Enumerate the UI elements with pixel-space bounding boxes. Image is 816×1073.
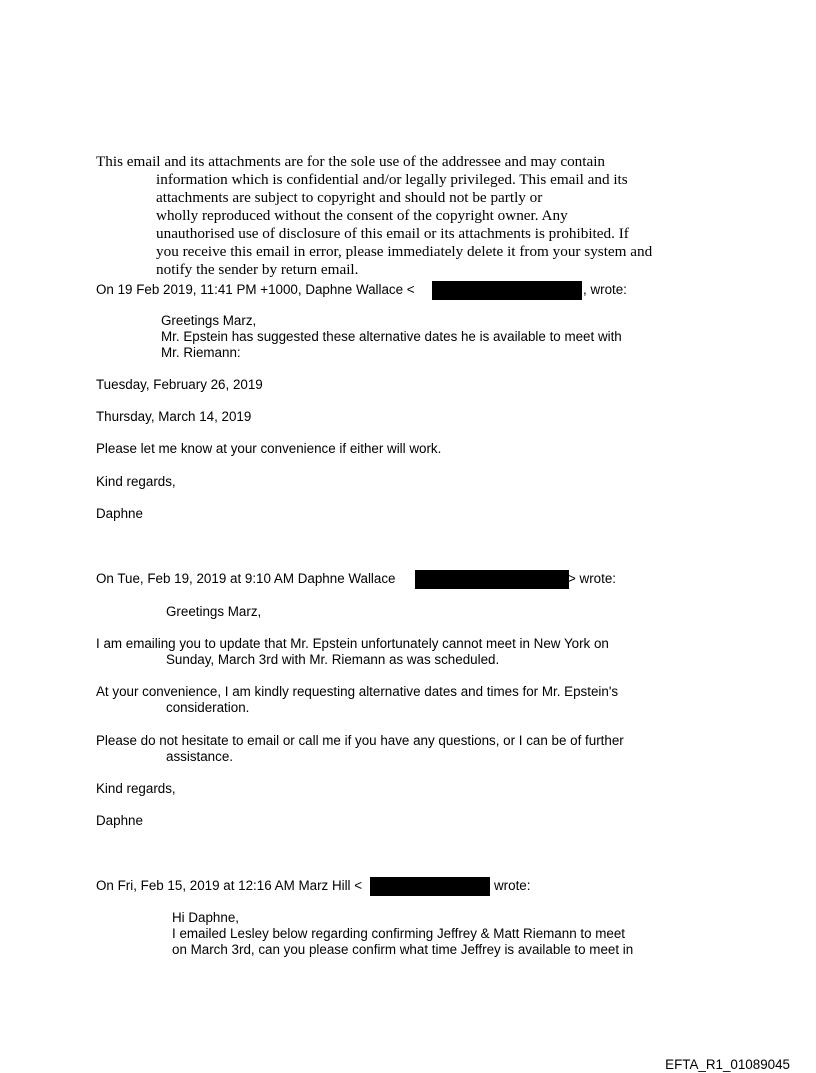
email1-header-prefix: On 19 Feb 2019, 11:41 PM +1000, Daphne Wallace < — [96, 282, 415, 297]
email2-signoff: Kind regards, — [96, 781, 176, 796]
email1-date-option: Thursday, March 14, 2019 — [96, 409, 252, 424]
disclaimer-line: information which is confidential and/or legally privileged. This email and its — [156, 171, 628, 188]
disclaimer-line: notify the sender by return email. — [156, 261, 359, 278]
email3-greeting: Hi Daphne, — [172, 910, 239, 925]
redaction-box — [432, 281, 582, 300]
disclaimer-line: unauthorised use of disclosure of this email or its attachments is prohibited. If — [156, 225, 629, 242]
disclaimer-first-line: This email and its attachments are for the sole use of the addressee and may contain — [96, 153, 606, 170]
email1-header-suffix: , wrote: — [583, 282, 627, 297]
disclaimer-line: attachments are subject to copyright and should not be partly or — [156, 189, 543, 206]
email2-paragraph-line: assistance. — [166, 749, 233, 764]
email1-date-option: Tuesday, February 26, 2019 — [96, 377, 263, 392]
email2-paragraph-line: I am emailing you to update that Mr. Epstein unfortunately cannot meet in New York on — [96, 636, 609, 651]
email3-header-prefix: On Fri, Feb 15, 2019 at 12:16 AM Marz Hill < — [96, 878, 363, 893]
redaction-box — [370, 877, 490, 896]
email1-body-line: Mr. Riemann: — [161, 345, 241, 360]
email1-signoff: Kind regards, — [96, 474, 176, 489]
email2-paragraph-line: Sunday, March 3rd with Mr. Riemann as was scheduled. — [166, 652, 500, 667]
document-id: EFTA_R1_01089045 — [665, 1057, 790, 1072]
email2-paragraph-line: Please do not hesitate to email or call me if you have any questions, or I can be of further — [96, 733, 624, 748]
email2-paragraph-line: consideration. — [166, 700, 250, 715]
email2-greeting: Greetings Marz, — [166, 604, 262, 619]
email1-body-line: Mr. Epstein has suggested these alternative dates he is available to meet with — [161, 329, 622, 344]
email1-request: Please let me know at your convenience if either will work. — [96, 441, 442, 456]
email2-header-suffix: > wrote: — [568, 571, 617, 586]
disclaimer-line: you receive this email in error, please immediately delete it from your system and — [156, 243, 653, 260]
disclaimer-line: wholly reproduced without the consent of the copyright owner. Any — [156, 207, 568, 224]
redaction-box — [415, 570, 569, 589]
email1-signature: Daphne — [96, 506, 143, 521]
email3-header-suffix: wrote: — [494, 878, 531, 893]
email1-greeting: Greetings Marz, — [161, 313, 257, 328]
email2-header-prefix: On Tue, Feb 19, 2019 at 9:10 AM Daphne Wallace — [96, 571, 396, 586]
email3-body-line: I emailed Lesley below regarding confirming Jeffrey & Matt Riemann to meet — [172, 926, 626, 941]
email2-paragraph-line: At your convenience, I am kindly requesting alternative dates and times for Mr. Epstein's — [96, 684, 619, 699]
email3-body-line: on March 3rd, can you please confirm what time Jeffrey is available to meet in — [172, 942, 634, 957]
email2-signature: Daphne — [96, 813, 143, 828]
